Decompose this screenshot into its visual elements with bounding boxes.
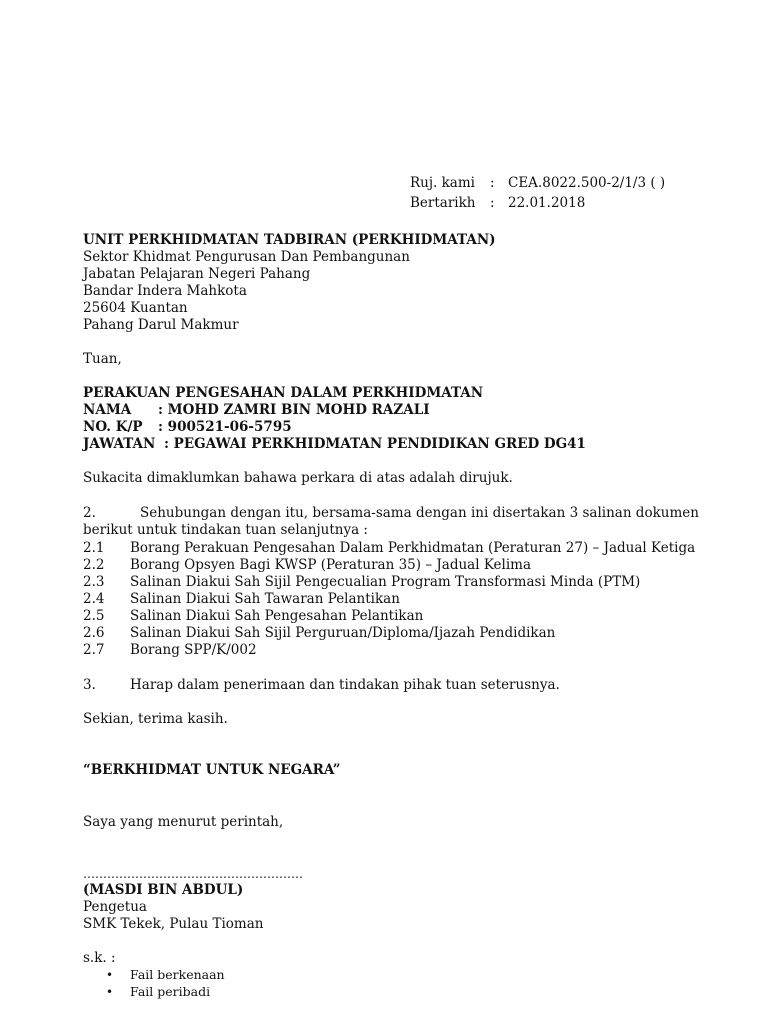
field-value-jawatan: : PEGAWAI PERKHIDMATAN PENDIDIKAN GRED DG41 bbox=[164, 436, 586, 452]
recipient-heading: UNIT PERKHIDMATAN TADBIRAN (PERKHIDMATAN) bbox=[83, 232, 496, 248]
ref-colon: : bbox=[490, 175, 495, 191]
bullet-icon: • bbox=[106, 985, 114, 999]
list-item: Borang SPP/K/002 bbox=[130, 642, 257, 658]
date-colon: : bbox=[490, 195, 495, 211]
ref-value: CEA.8022.500-2/1/3 ( ) bbox=[508, 175, 666, 191]
list-item-number: 2.1 bbox=[83, 540, 105, 556]
list-item-number: 2.2 bbox=[83, 557, 105, 573]
motto: “BERKHIDMAT UNTUK NEGARA” bbox=[83, 762, 341, 778]
field-label-nama: NAMA bbox=[83, 402, 132, 418]
list-item: Salinan Diakui Sah Sijil Pengecualian Program Transformasi Minda (PTM) bbox=[130, 574, 641, 590]
recipient-line: Bandar Indera Mahkota bbox=[83, 283, 247, 299]
field-label-kp: NO. K/P bbox=[83, 419, 143, 435]
list-item: Salinan Diakui Sah Pengesahan Pelantikan bbox=[130, 608, 424, 624]
list-item: Borang Perakuan Pengesahan Dalam Perkhidmatan (Peraturan 27) – Jadual Ketiga bbox=[130, 540, 696, 556]
list-item-number: 2.6 bbox=[83, 625, 105, 641]
recipient-line: 25604 Kuantan bbox=[83, 300, 188, 316]
field-value-kp: : 900521-06-5795 bbox=[158, 419, 292, 435]
paragraph-text: berikut untuk tindakan tuan selanjutnya : bbox=[83, 522, 368, 538]
paragraph-number: 3. bbox=[83, 677, 96, 693]
paragraph-text: Sehubungan dengan itu, bersama-sama dengan ini disertakan 3 salinan dokumen bbox=[140, 505, 699, 521]
closing-line: Sekian, terima kasih. bbox=[83, 711, 228, 727]
cc-item: Fail berkenaan bbox=[130, 967, 225, 982]
date-label: Bertarikh bbox=[410, 195, 476, 211]
list-item-number: 2.7 bbox=[83, 642, 105, 658]
bullet-icon: • bbox=[106, 968, 114, 982]
recipient-line: Sektor Khidmat Pengurusan Dan Pembangunan bbox=[83, 249, 410, 265]
list-item: Borang Opsyen Bagi KWSP (Peraturan 35) – Jadual Kelima bbox=[130, 557, 532, 573]
recipient-line: Pahang Darul Makmur bbox=[83, 317, 239, 333]
list-item: Salinan Diakui Sah Sijil Perguruan/Diploma/Ijazah Pendidikan bbox=[130, 625, 556, 641]
signatory-school: SMK Tekek, Pulau Tioman bbox=[83, 916, 264, 932]
recipient-line: Jabatan Pelajaran Negeri Pahang bbox=[83, 266, 311, 282]
salutation: Tuan, bbox=[83, 351, 122, 367]
date-value: 22.01.2018 bbox=[508, 195, 586, 211]
paragraph-number: 2. bbox=[83, 505, 96, 521]
paragraph-text: Harap dalam penerimaan dan tindakan pihak tuan seterusnya. bbox=[130, 677, 560, 693]
list-item-number: 2.3 bbox=[83, 574, 105, 590]
subject-title: PERAKUAN PENGESAHAN DALAM PERKHIDMATAN bbox=[83, 385, 484, 401]
paragraph-1: Sukacita dimaklumkan bahawa perkara di atas adalah dirujuk. bbox=[83, 470, 513, 486]
field-label-jawatan: JAWATAN bbox=[83, 436, 156, 452]
signatory-title: Pengetua bbox=[83, 899, 147, 915]
signature-line: ………………………………………………. bbox=[83, 867, 303, 881]
cc-label: s.k. : bbox=[83, 950, 116, 966]
ref-label: Ruj. kami bbox=[410, 175, 475, 191]
list-item: Salinan Diakui Sah Tawaran Pelantikan bbox=[130, 591, 400, 607]
field-value-nama: : MOHD ZAMRI BIN MOHD RAZALI bbox=[158, 402, 430, 418]
list-item-number: 2.4 bbox=[83, 591, 105, 607]
signatory-name: (MASDI BIN ABDUL) bbox=[83, 882, 244, 898]
cc-item: Fail peribadi bbox=[130, 984, 211, 999]
list-item-number: 2.5 bbox=[83, 608, 105, 624]
sign-off: Saya yang menurut perintah, bbox=[83, 814, 284, 830]
